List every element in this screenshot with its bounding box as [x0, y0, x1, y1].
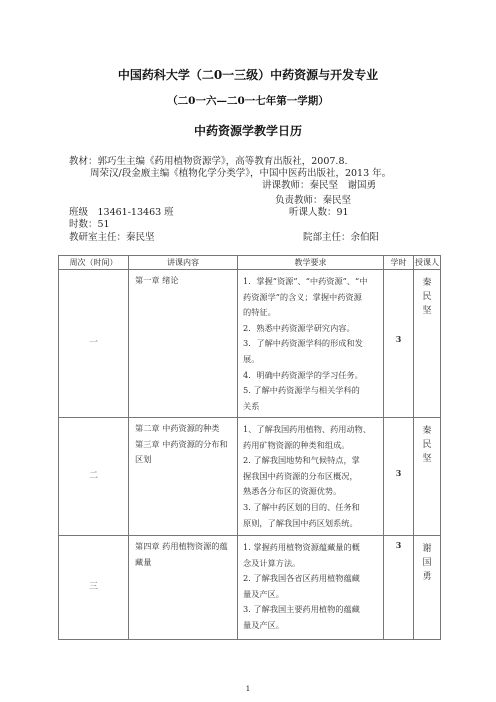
header-requirements: 教学要求 — [238, 256, 384, 270]
teacher-char: 秦 — [422, 278, 432, 288]
requirement-line: 原则，了解我国中药区划系统。 — [243, 517, 358, 528]
requirement-line: 2. 了解我国各省区药用植物蕴藏 — [243, 573, 360, 584]
hours-cell: 3 — [384, 270, 414, 418]
table-header-row — [59, 256, 441, 270]
teacher-cell — [414, 418, 441, 536]
requirement-line: 1．掌握“资源”、“中药资源”、“中 — [243, 276, 368, 286]
table-row — [59, 536, 441, 640]
requirement-line: 1、了解我国药用植物、药用动物、 — [243, 424, 372, 434]
document-title: 中国药科大学（二0一三级）中药资源与开发专业 — [117, 68, 379, 82]
week-cell: 一 — [59, 270, 129, 418]
teacher-char: 民 — [422, 440, 432, 450]
requirement-line: 3. 了解我国主要药用植物的蕴藏 — [243, 604, 360, 615]
week-cell: 三 — [59, 536, 129, 640]
requirement-line: 3. 了解中药区划的目的、任务和 — [243, 501, 360, 512]
teacher-cell — [414, 270, 441, 418]
content-cell — [129, 536, 238, 640]
requirement-line: 2. 了解我国地势和气候特点，掌 — [243, 455, 360, 466]
student-count: 听课人数：91 — [289, 207, 349, 218]
teacher-char: 谢 — [422, 544, 432, 554]
requirement-line: 念及计算方法。 — [243, 557, 301, 568]
requirement-line: 量及产区。 — [243, 619, 284, 630]
requirement-line: 的特征。 — [243, 307, 276, 318]
total-hours: 时数：51 — [69, 219, 110, 230]
dean: 院部主任：余伯阳 — [303, 232, 380, 243]
header-hours: 学时 — [384, 256, 414, 270]
responsible-teacher: 负责教师：秦民坚 — [275, 195, 352, 206]
requirement-line: 握我国中药资源的分布区概况， — [243, 470, 358, 481]
lecturers: 讲课教师：秦民坚 谢国勇 — [262, 180, 377, 191]
requirement-line: 1. 掌握药用植物资源蕴藏量的概 — [243, 542, 360, 552]
hours-cell: 3 — [384, 418, 414, 536]
teacher-char: 坚 — [422, 306, 432, 316]
requirement-line: 2．熟悉中药资源学研究内容。 — [243, 322, 355, 333]
content-line: 第三章 中药资源的分布和 — [135, 438, 228, 449]
teacher-cell — [414, 536, 441, 640]
requirement-line: 熟悉各分布区的资源优势。 — [243, 486, 342, 497]
requirement-line: 关系 — [243, 400, 260, 411]
requirement-line: 3．了解中药资源学科的形成和发 — [243, 338, 363, 349]
requirements-cell — [238, 418, 384, 536]
content-line: 区划 — [135, 454, 152, 465]
content-line: 藏量 — [135, 556, 152, 567]
semester-line: （二0一六—二0一七年第一学期） — [167, 95, 329, 107]
requirement-line: 药资源学”的含义；掌握中药资源 — [243, 291, 362, 302]
teacher-char: 秦 — [422, 426, 432, 436]
content-line: 第一章 绪论 — [135, 275, 179, 285]
requirement-line: 药用矿物资源的种类和组成。 — [243, 439, 350, 450]
content-cell — [129, 418, 238, 536]
requirements-cell — [238, 536, 384, 640]
table-row — [59, 270, 441, 418]
textbook-2: 周荣汉/段金廒主编《植物化学分类学》，中国中医药出版社，2013 年。 — [90, 168, 392, 179]
header-teacher: 授课人 — [414, 256, 441, 270]
requirement-line: 展。 — [243, 353, 260, 364]
content-line: 第二章 中药资源的种类 — [135, 423, 220, 433]
office-director: 教研室主任：秦民坚 — [69, 232, 155, 243]
page-number: 1 — [245, 685, 251, 693]
class-label: 班级 13461-13463 班 — [69, 207, 174, 218]
requirements-cell — [238, 270, 384, 418]
week-cell: 二 — [59, 418, 129, 536]
teacher-char: 民 — [422, 292, 432, 302]
requirement-line: 4．明确中药资源学的学习任务。 — [243, 369, 363, 380]
teacher-char: 国 — [422, 558, 432, 568]
requirement-line: 5. 了解中药资源学与相关学科的 — [243, 385, 360, 396]
teacher-char: 勇 — [422, 572, 432, 582]
content-cell — [129, 270, 238, 418]
content-line: 第四章 药用植物资源的蕴 — [135, 541, 228, 551]
table-row — [59, 418, 441, 536]
teacher-char: 坚 — [422, 454, 432, 464]
calendar-title: 中药资源学教学日历 — [193, 124, 302, 138]
requirement-line: 量及产区。 — [243, 588, 284, 599]
textbook-1: 教材：郭巧生主编《药用植物资源学》，高等教育出版社，2007.8. — [69, 156, 348, 167]
header-week: 周次（时间） — [59, 256, 129, 270]
hours-cell: 3 — [384, 536, 414, 640]
teaching-calendar-table — [58, 255, 441, 640]
header-content: 讲课内容 — [129, 256, 238, 270]
